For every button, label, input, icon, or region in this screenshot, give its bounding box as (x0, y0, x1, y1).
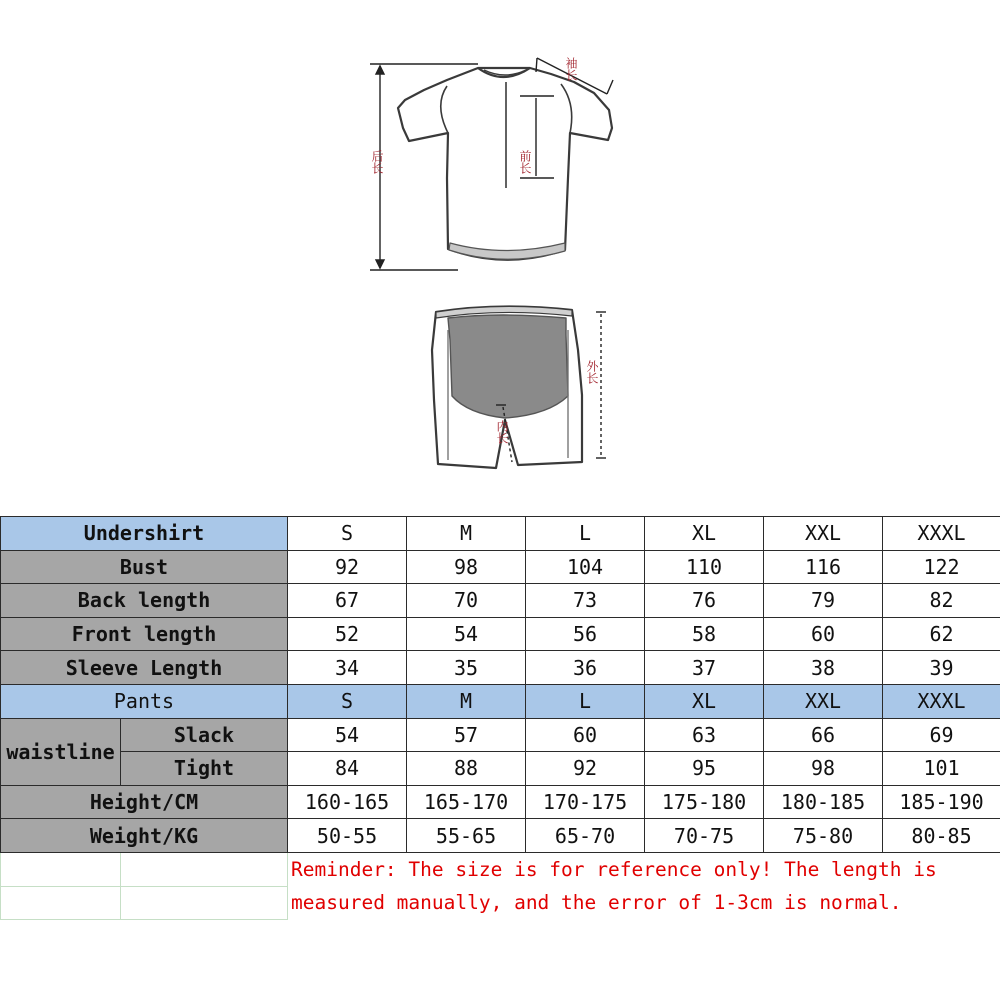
pants-header: Pants (1, 684, 288, 718)
table-cell: 70 (407, 584, 526, 618)
table-row-weight (1, 819, 1000, 853)
table-cell: 52 (288, 617, 407, 651)
row-label-tight: Tight (121, 752, 288, 786)
table-cell: 66 (764, 718, 883, 752)
table-cell: 76 (645, 584, 764, 618)
table-cell: 101 (883, 752, 1000, 786)
table-cell: 92 (288, 550, 407, 584)
table-cell: 67 (288, 584, 407, 618)
table-cell: 54 (288, 718, 407, 752)
jersey-outline (398, 68, 612, 260)
table-cell: 79 (764, 584, 883, 618)
size-xxxl: XXXL (883, 684, 1000, 718)
pants-header-row (1, 684, 1000, 718)
empty-cell (1, 886, 121, 920)
table-row-back-length (1, 584, 1000, 618)
undershirt-header-row (1, 517, 1000, 551)
table-cell: 116 (764, 550, 883, 584)
empty-cell (121, 852, 288, 886)
table-row-waist-tight (1, 752, 1000, 786)
size-xxl: XXL (764, 684, 883, 718)
reminder-row-2 (1, 886, 1000, 920)
table-cell: 39 (883, 651, 1000, 685)
table-cell: 38 (764, 651, 883, 685)
empty-cell (121, 886, 288, 920)
row-label-front-length: Front length (1, 617, 288, 651)
table-cell: 160-165 (288, 785, 407, 819)
table-cell: 92 (526, 752, 645, 786)
size-l: L (526, 684, 645, 718)
table-cell: 37 (645, 651, 764, 685)
table-cell: 98 (407, 550, 526, 584)
table-cell: 82 (883, 584, 1000, 618)
table-cell: 54 (407, 617, 526, 651)
table-row-front-length (1, 617, 1000, 651)
table-cell: 70-75 (645, 819, 764, 853)
table-cell: 185-190 (883, 785, 1000, 819)
table-cell: 104 (526, 550, 645, 584)
table-cell: 95 (645, 752, 764, 786)
reminder-row-1 (1, 852, 1000, 886)
table-cell: 58 (645, 617, 764, 651)
back-length-label: 后长 (370, 150, 384, 174)
reminder-text-line-2: measured manually, and the error of 1-3cm is normal. (288, 886, 1000, 920)
jersey-drawing (398, 68, 612, 260)
size-xxxl: XXXL (883, 517, 1000, 551)
table-cell: 57 (407, 718, 526, 752)
table-cell: 98 (764, 752, 883, 786)
undershirt-header: Undershirt (1, 517, 288, 551)
inner-length-label: 内长 (495, 420, 509, 444)
row-label-back-length: Back length (1, 584, 288, 618)
outer-length-label: 外长 (585, 360, 599, 384)
table-cell: 60 (526, 718, 645, 752)
size-m: M (407, 517, 526, 551)
row-label-weight: Weight/KG (1, 819, 288, 853)
table-cell: 80-85 (883, 819, 1000, 853)
size-xl: XL (645, 684, 764, 718)
size-l: L (526, 517, 645, 551)
table-row-bust (1, 550, 1000, 584)
reminder-text-line-1: Reminder: The size is for reference only! The length is (288, 852, 1000, 886)
table-cell: 65-70 (526, 819, 645, 853)
table-row-height (1, 785, 1000, 819)
table-cell: 84 (288, 752, 407, 786)
empty-cell (1, 852, 121, 886)
row-label-slack: Slack (121, 718, 288, 752)
row-label-sleeve-length: Sleeve Length (1, 651, 288, 685)
row-label-bust: Bust (1, 550, 288, 584)
size-s: S (288, 517, 407, 551)
size-xl: XL (645, 517, 764, 551)
table-cell: 50-55 (288, 819, 407, 853)
table-row-sleeve-length (1, 651, 1000, 685)
size-chart-table (0, 516, 1000, 920)
shorts-chamois-panel (448, 315, 568, 418)
sleeve-length-label-1: 袖长 (564, 57, 578, 81)
table-cell: 165-170 (407, 785, 526, 819)
row-label-height: Height/CM (1, 785, 288, 819)
table-cell: 36 (526, 651, 645, 685)
table-cell: 56 (526, 617, 645, 651)
table-cell: 62 (883, 617, 1000, 651)
size-xxl: XXL (764, 517, 883, 551)
table-cell: 75-80 (764, 819, 883, 853)
table-cell: 175-180 (645, 785, 764, 819)
table-cell: 122 (883, 550, 1000, 584)
table-row-waist-slack (1, 718, 1000, 752)
table-cell: 35 (407, 651, 526, 685)
table-cell: 88 (407, 752, 526, 786)
table-cell: 55-65 (407, 819, 526, 853)
table-cell: 180-185 (764, 785, 883, 819)
table-cell: 110 (645, 550, 764, 584)
table-cell: 63 (645, 718, 764, 752)
table-cell: 73 (526, 584, 645, 618)
size-s: S (288, 684, 407, 718)
size-m: M (407, 684, 526, 718)
front-length-label: 前长 (518, 150, 532, 174)
table-cell: 69 (883, 718, 1000, 752)
table-cell: 170-175 (526, 785, 645, 819)
table-cell: 34 (288, 651, 407, 685)
row-label-waistline: waistline (1, 718, 121, 785)
table-cell: 60 (764, 617, 883, 651)
